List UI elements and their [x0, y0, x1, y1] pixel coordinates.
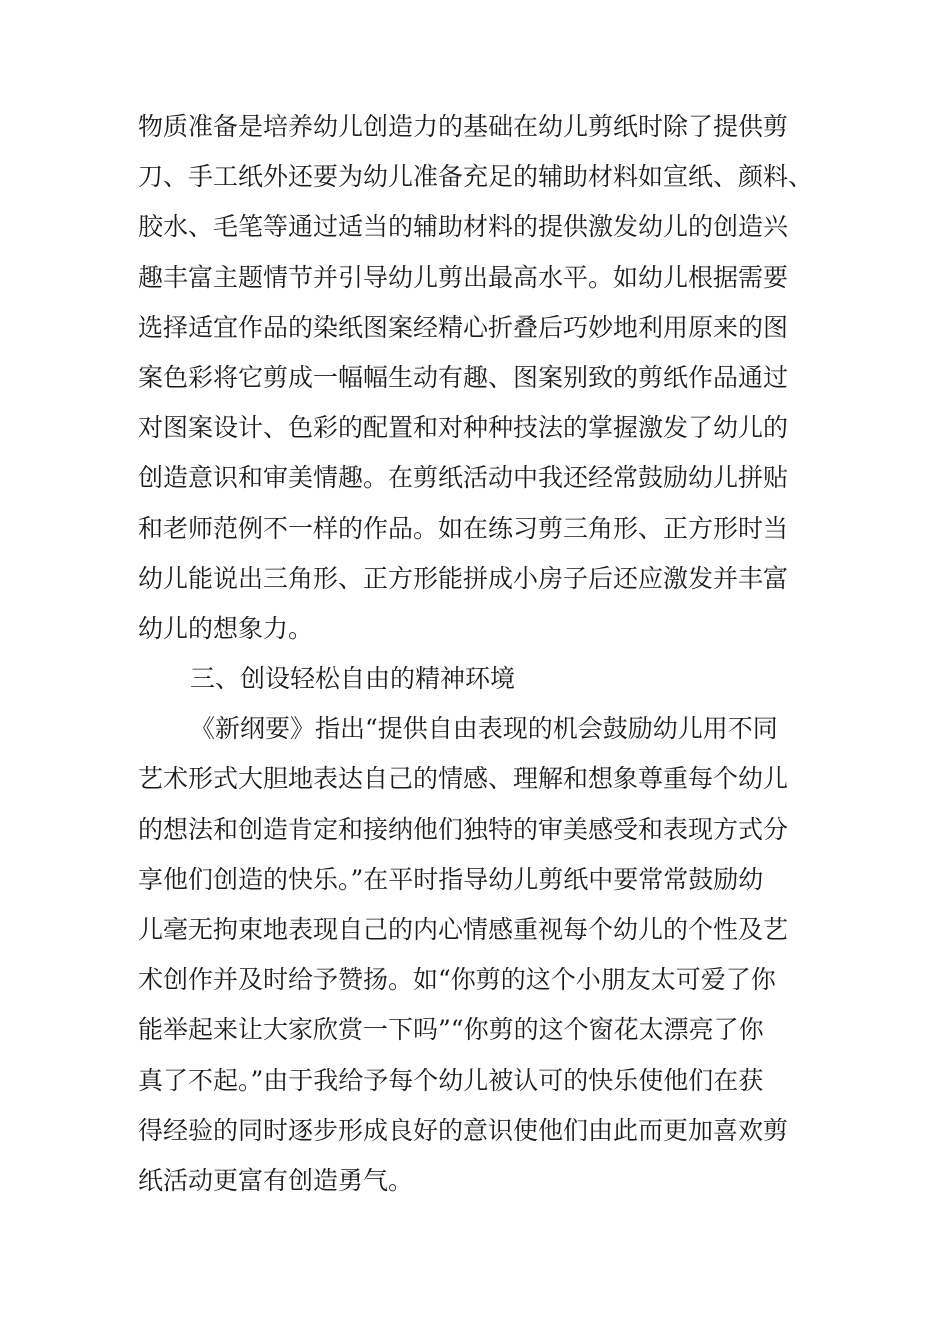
text-line: 幼儿能说出三角形、正方形能拼成小房子后还应激发并丰富: [138, 563, 789, 593]
text-line: 真了不起。”由于我给予每个幼儿被认可的快乐使他们在获: [138, 1065, 764, 1095]
text-line: 对图案设计、色彩的配置和对种种技法的掌握激发了幼儿的: [138, 413, 789, 443]
text-line: 物质准备是培养幼儿创造力的基础在幼儿剪纸时除了提供剪: [138, 112, 789, 141]
text-line: 的想法和创造肯定和接纳他们独特的审美感受和表现方式分: [138, 814, 789, 844]
text-line: 胶水、毛笔等通过适当的辅助材料的提供激发幼儿的创造兴: [138, 212, 789, 242]
text-line: 得经验的同时逐步形成良好的意识使他们由此而更加喜欢剪: [138, 1115, 789, 1145]
text-line: 能举起来让大家欣赏一下吗”“你剪的这个窗花太漂亮了你: [138, 1015, 764, 1045]
text-line: 《新纲要》指出“提供自由表现的机会鼓励幼儿用不同: [190, 714, 778, 744]
text-line: 纸活动更富有创造勇气。: [138, 1165, 414, 1195]
text-line: 创造意识和审美情趣。在剪纸活动中我还经常鼓励幼儿拼贴: [138, 463, 789, 493]
text-line: 享他们创造的快乐。”在平时指导幼儿剪纸中要常常鼓励幼: [138, 864, 764, 894]
text-line: 案色彩将它剪成一幅幅生动有趣、图案别致的剪纸作品通过: [138, 362, 789, 392]
section-heading: 三、创设轻松自由的精神环境: [190, 664, 516, 694]
text-line: 和老师范例不一样的作品。如在练习剪三角形、正方形时当: [138, 513, 789, 543]
text-line: 选择适宜作品的染纸图案经精心折叠后巧妙地利用原来的图: [138, 312, 789, 342]
paragraph-2: [138, 704, 838, 1206]
text-line: 刀、手工纸外还要为幼儿准备充足的辅助材料如宣纸、颜料、: [138, 162, 814, 192]
text-line: 术创作并及时给予赞扬。如“你剪的这个小朋友太可爱了你: [138, 965, 776, 995]
text-line: 幼儿的想象力。: [138, 613, 314, 643]
paragraph-1: [138, 102, 838, 654]
text-line: 儿毫无拘束地表现自己的内心情感重视每个幼儿的个性及艺: [138, 915, 789, 944]
text-line: 趣丰富主题情节并引导幼儿剪出最高水平。如幼儿根据需要: [138, 262, 789, 292]
text-line: 艺术形式大胆地表达自己的情感、理解和想象尊重每个幼儿: [138, 764, 789, 794]
document-body: [138, 102, 838, 1206]
